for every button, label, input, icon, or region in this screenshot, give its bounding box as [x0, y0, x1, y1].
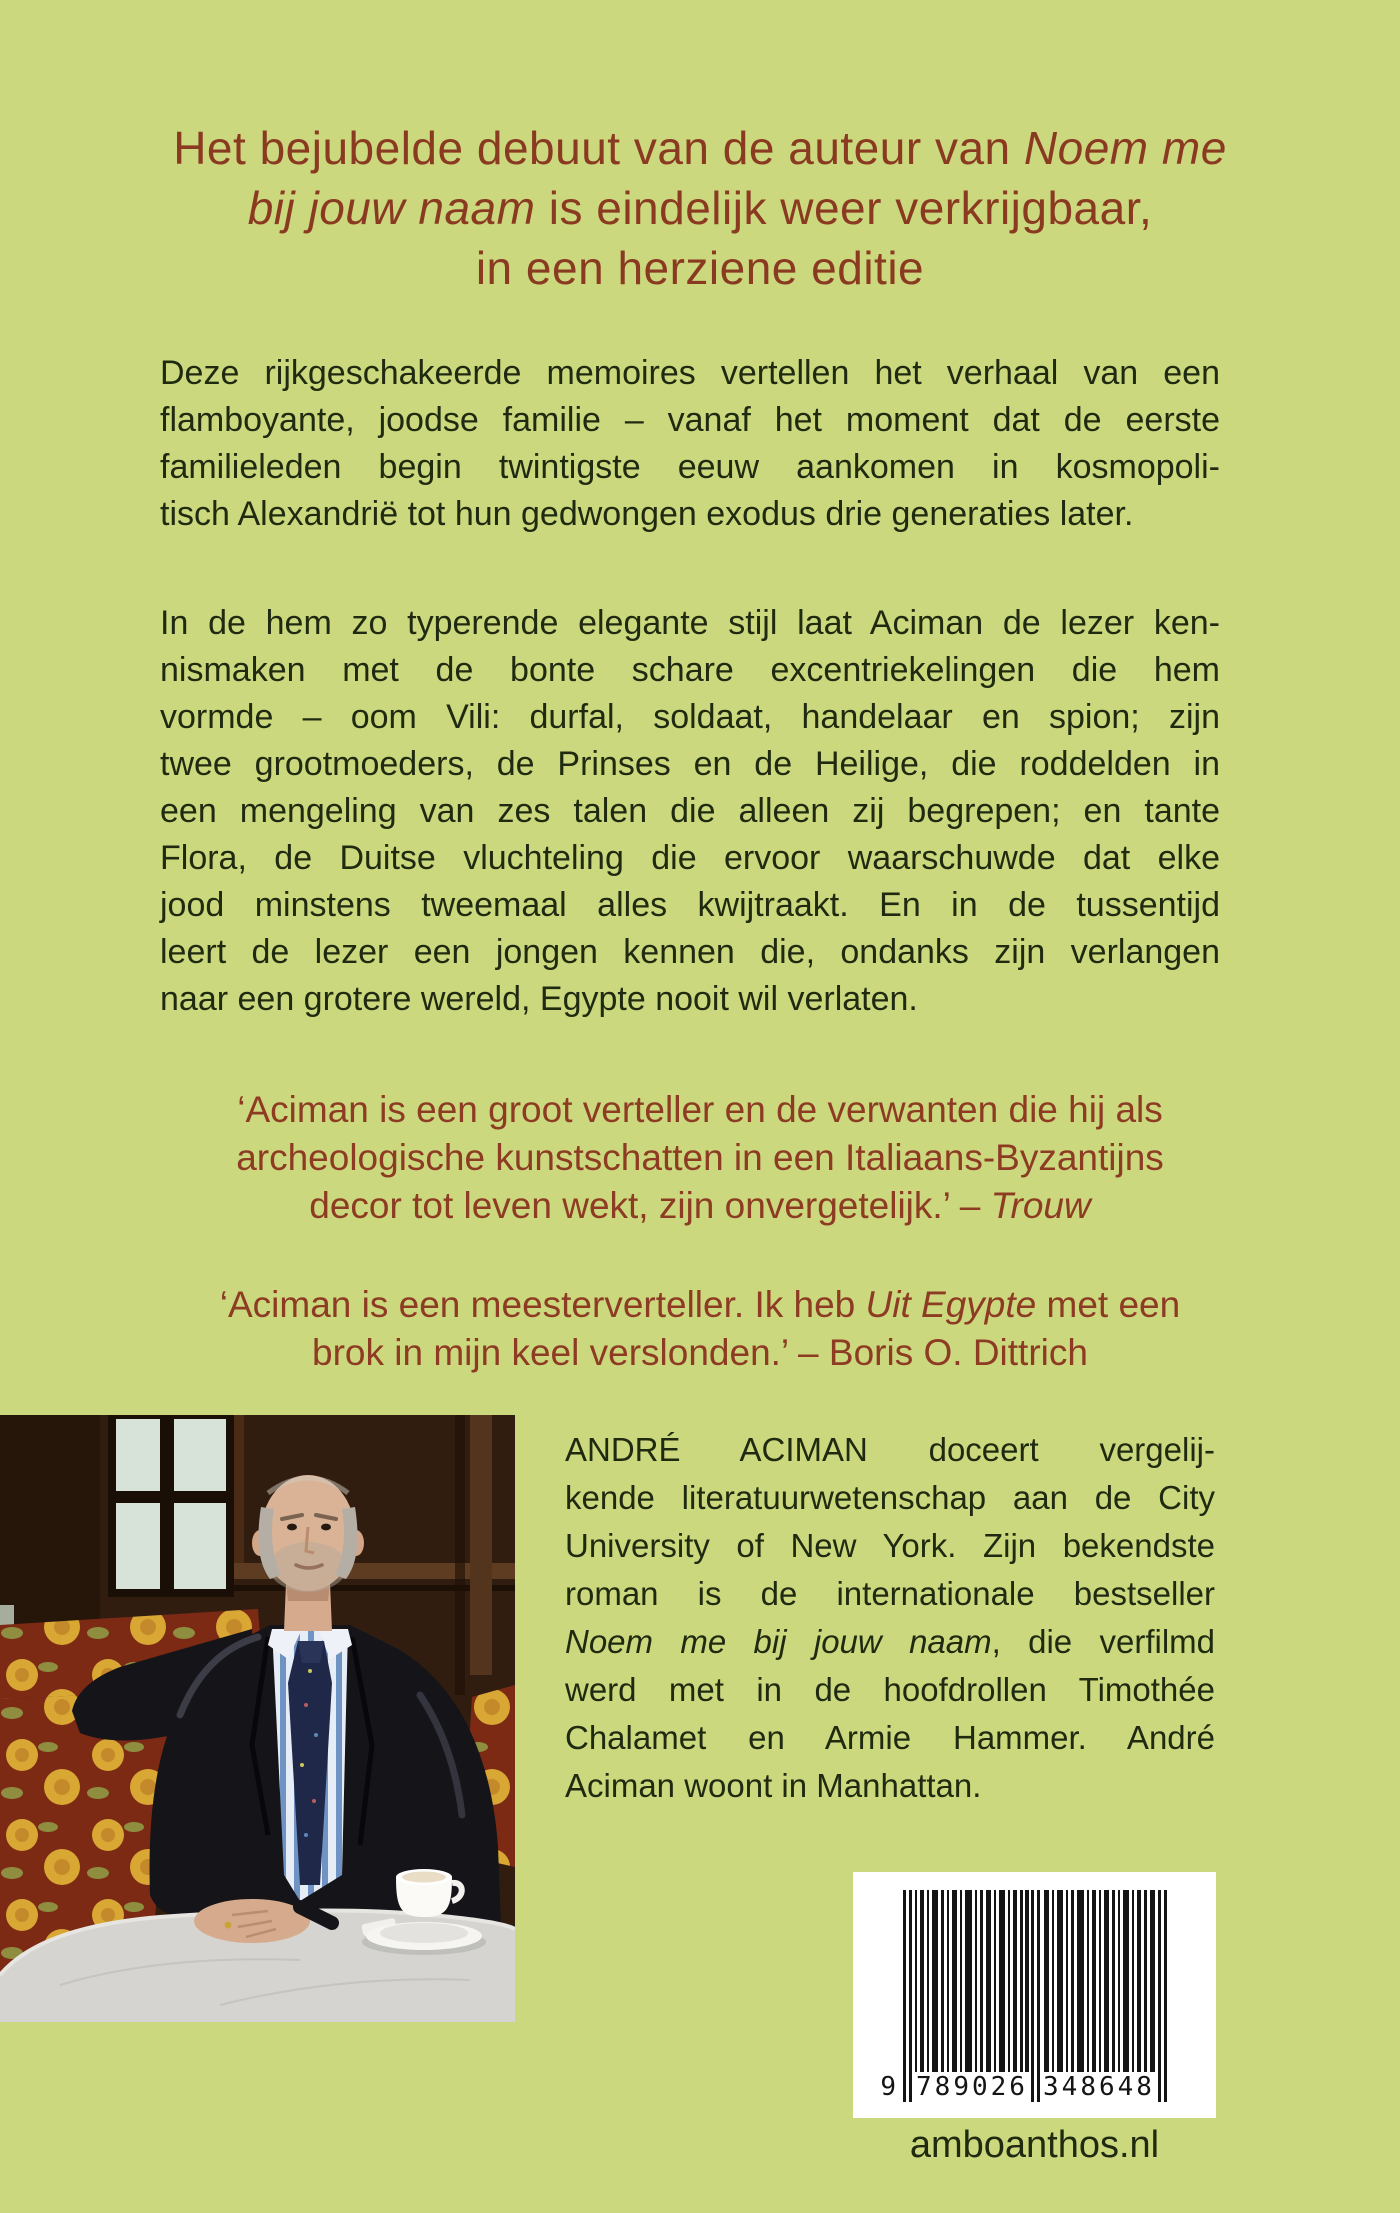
author-photo	[0, 1415, 515, 2022]
body-line: Flora, de Duitse vluchteling die ervoor waarschuwde dat elke	[160, 839, 1220, 877]
headline-line-1-text: Het bejubelde debuut van de auteur van	[173, 122, 1024, 174]
bio-line: kende literatuurwetenschap aan de City	[565, 1479, 1215, 1516]
barcode-bars	[903, 1890, 1170, 2102]
body-line: familieleden begin twintigste eeuw aankomen in kosmopoli-	[160, 448, 1220, 486]
body-line: jood minstens tweemaal alles kwijtraakt. En in de tussentijd	[160, 886, 1220, 924]
publisher-url: amboanthos.nl	[909, 2124, 1160, 2166]
quote-line-text: decor tot leven wekt, zijn onvergetelijk.’ –	[309, 1185, 991, 1226]
synopsis-paragraph-2	[160, 600, 1220, 1023]
barcode	[853, 1872, 1216, 2118]
body-line: nismaken met de bonte schare excentriekelingen die hem	[160, 651, 1220, 689]
quote-line-text: met een	[1036, 1284, 1181, 1325]
quote-line: archeologische kunstschatten in een Italiaans-Byzantijns	[236, 1137, 1164, 1178]
headline-line-1	[100, 118, 1300, 178]
headline-line-1-title: Noem me	[1023, 122, 1227, 174]
body-line: naar een grotere wereld, Egypte nooit wil verlaten.	[160, 980, 918, 1018]
quote-line	[100, 1182, 1300, 1230]
body-line: tisch Alexandrië tot hun gedwongen exodus drie generaties later.	[160, 495, 1134, 533]
bio-line: werd met in de hoofdrollen Timothée	[565, 1671, 1215, 1708]
body-line: twee grootmoeders, de Prinses en de Heilige, die roddelden in	[160, 745, 1220, 783]
bio-line-text: , die verfilmd	[991, 1623, 1216, 1660]
bio-line: University of New York. Zijn bekendste	[565, 1527, 1215, 1564]
headline-line-2-text: is eindelijk weer verkrijgbaar,	[535, 182, 1153, 234]
bio-line: Chalamet en Armie Hammer. André	[565, 1719, 1215, 1756]
body-line: vormde – oom Vili: durfal, soldaat, handelaar en spion; zijn	[160, 698, 1220, 736]
body-line: Deze rijkgeschakeerde memoires vertellen het verhaal van een	[160, 354, 1220, 392]
body-line: leert de lezer een jongen kennen die, ondanks zijn verlangen	[160, 933, 1220, 971]
bio-line: ANDRÉ ACIMAN doceert vergelij-	[565, 1431, 1215, 1468]
bio-line: roman is de internationale bestseller	[565, 1575, 1215, 1612]
headline-line-2	[100, 178, 1300, 238]
bio-line	[565, 1618, 1215, 1666]
isbn-digit-group: 348648	[1043, 2072, 1155, 2102]
quote-line	[100, 1281, 1300, 1329]
quote-line: ‘Aciman is een groot verteller en de verwanten die hij als	[237, 1089, 1163, 1130]
synopsis-paragraph-1	[160, 350, 1220, 538]
photo-window	[112, 1415, 230, 1593]
review-quote-dittrich	[100, 1281, 1300, 1377]
headline	[100, 118, 1300, 298]
quote-line-text: ‘Aciman is een meesterverteller. Ik heb	[219, 1284, 866, 1325]
quote-book-title: Uit Egypte	[865, 1284, 1037, 1325]
author-bio	[565, 1426, 1215, 1810]
quote-source: Trouw	[990, 1185, 1091, 1226]
bio-book-title: Noem me bij jouw naam	[565, 1623, 992, 1660]
review-quote-trouw	[100, 1086, 1300, 1230]
body-line: flamboyante, joodse familie – vanaf het moment dat de eerste	[160, 401, 1220, 439]
isbn-digit-group: 9	[880, 2072, 899, 2102]
headline-line-2-title: bij jouw naam	[247, 182, 536, 234]
quote-line: brok in mijn keel verslonden.’ – Boris O. Dittrich	[312, 1332, 1088, 1373]
isbn-digit-group: 789026	[916, 2072, 1028, 2102]
bio-line: Aciman woont in Manhattan.	[565, 1767, 982, 1804]
headline-line-3: in een herziene editie	[475, 242, 925, 294]
body-line: een mengeling van zes talen die alleen zij begrepen; en tante	[160, 792, 1220, 830]
body-line: In de hem zo typerende elegante stijl laat Aciman de lezer ken-	[160, 604, 1220, 642]
